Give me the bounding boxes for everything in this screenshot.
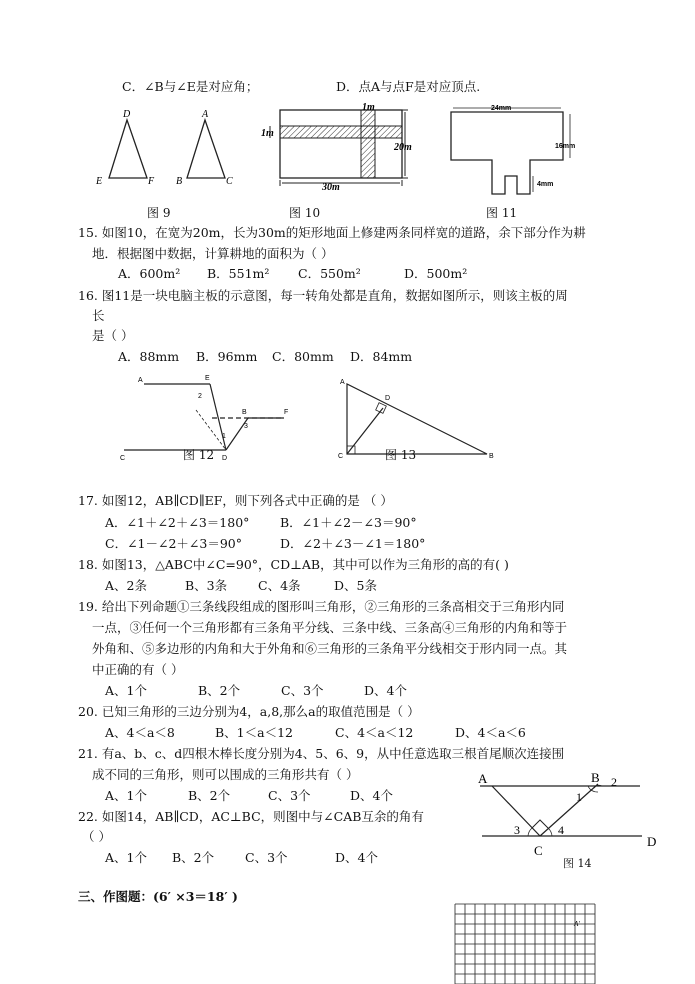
q16-line3: 是（ ） (92, 328, 134, 343)
q20-stem: 20. 已知三角形的三边分别为4，a,8,那么a的取值范围是（ ） (78, 704, 420, 719)
fig14-label: D (647, 834, 657, 849)
q20-option-a: A、4＜a＜8 (105, 725, 175, 740)
fig14-label: B (591, 770, 600, 785)
q21-line2: 成不同的三角形，则可以围成的三角形共有（ ） (92, 767, 359, 782)
fig10-road-top-label: 1m (362, 102, 375, 113)
q21-option-d: D、4个 (350, 788, 393, 803)
fig12-label: B (242, 409, 247, 416)
q15-option-a: A．600m² (118, 266, 181, 281)
q20-option-d: D、4＜a＜6 (455, 725, 526, 740)
grid-label: A' (574, 920, 580, 928)
fig11-notch-label: 4mm (537, 181, 554, 188)
fig14-label: C (534, 843, 543, 858)
q16-option-a: A．88mm (118, 349, 180, 364)
q15-option-d: D．500m² (404, 266, 468, 281)
fig12-label: C (120, 455, 126, 462)
fig13-label: A (340, 379, 345, 386)
figure-10-caption: 图 10 (289, 206, 321, 220)
q16-option-c: C．80mm (272, 349, 334, 364)
q19-option-b: B、2个 (198, 683, 241, 698)
q15-line2: 地．根据图中数据，计算耕地的面积为（ ） (92, 246, 334, 261)
fig12-label: 3 (244, 423, 248, 430)
q20-option-b: B、1＜a＜12 (215, 725, 293, 740)
figure-13-caption: 图 13 (385, 448, 417, 462)
fig11-top-label: 24mm (491, 105, 512, 112)
q18-stem: 18. 如图13，△ABC中∠C=90°，CD⊥AB，其中可以作为三角形的高的有( ) (78, 557, 509, 572)
fig9-label: E (96, 176, 103, 187)
q21-option-a: A、1个 (105, 788, 147, 803)
q21-option-b: B、2个 (188, 788, 231, 803)
q18-option-a: A、2条 (105, 578, 147, 593)
q19-option-a: A、1个 (105, 683, 147, 698)
fig9-label: C (226, 176, 233, 187)
q18-option-c: C、4条 (258, 578, 301, 593)
q17-stem: 17. 如图12，AB∥CD∥EF，则下列各式中正确的是 （ ） (78, 493, 393, 508)
fig13-label: D (385, 395, 391, 402)
figure-9-caption: 图 9 (147, 206, 171, 220)
q17-option-c: C．∠1－∠2＋∠3＝90° (105, 536, 242, 551)
fig14-label: A (478, 771, 488, 786)
fig12-label: D (222, 455, 228, 462)
figure-11 (445, 100, 595, 200)
q17-option-b: B．∠1＋∠2－∠3＝90° (280, 515, 417, 530)
q22-line2: （ ） (82, 829, 111, 844)
drawing-grid (455, 904, 597, 984)
fig9-label: D (123, 109, 131, 120)
fig12-label: 2 (198, 393, 202, 400)
figure-13 (335, 372, 505, 462)
figure-14-caption: 图 14 (563, 857, 592, 870)
q19-line4: 中正确的有（ ） (92, 662, 184, 677)
q21-option-c: C、3个 (268, 788, 311, 803)
q18-option-b: B、3条 (185, 578, 228, 593)
q16-option-d: D．84mm (350, 349, 413, 364)
q20-option-c: C、4＜a＜12 (335, 725, 414, 740)
figure-10 (258, 100, 428, 195)
q22-option-c: C、3个 (245, 850, 288, 865)
q22-option-a: A、1个 (105, 850, 147, 865)
fig10-height-label: 20m (394, 142, 412, 153)
fig9-label: B (176, 176, 183, 187)
q22-line1: 22. 如图14，AB∥CD，AC⊥BC，则图中与∠CAB互余的角有 (78, 809, 424, 824)
q17-option-d: D．∠2＋∠3－∠1＝180° (280, 536, 426, 551)
fig12-label: F (284, 409, 289, 416)
option-d-top: D．点A与点F是对应顶点. (336, 79, 481, 94)
fig14-label: 1 (576, 790, 582, 804)
q16-line2: 长 (92, 308, 105, 323)
q22-option-b: B、2个 (172, 850, 215, 865)
q15-option-b: B．551m² (207, 266, 270, 281)
fig12-label: 1 (222, 433, 226, 440)
figure-12-caption: 图 12 (183, 448, 215, 462)
q21-line1: 21. 有a、b、c、d四根木棒长度分别为4、5、6、9，从中任意选取三根首尾顺次连接围 (78, 746, 565, 761)
q16-line1: 16. 图11是一块电脑主板的示意图，每一转角处都是直角，数据如图所示，则该主板的周 (78, 288, 568, 303)
fig11-side-label: 16mm (555, 143, 576, 150)
q19-line1: 19. 给出下列命题①三条线段组成的图形叫三角形，②三角形的三条高相交于三角形内同 (78, 599, 565, 614)
q15-option-c: C．550m² (298, 266, 361, 281)
fig12-label: E (205, 375, 210, 382)
fig12-label: A (138, 377, 143, 384)
q19-line2: 一点，③任何一个三角形都有三条角平分线、三条中线、三条高④三角形的内角和等于 (92, 620, 568, 635)
q18-option-d: D、5条 (334, 578, 377, 593)
option-c-top: C．∠B与∠E是对应角； (122, 79, 259, 94)
q22-option-d: D、4个 (335, 850, 378, 865)
fig13-label: B (489, 453, 494, 460)
fig14-label: 3 (514, 823, 520, 837)
fig13-label: C (338, 453, 344, 460)
q19-option-c: C、3个 (281, 683, 324, 698)
q19-line3: 外角和、⑤多边形的内角和大于外角和⑥三角形的三条角平分线相交于形内同一点。其 (92, 641, 568, 656)
fig9-label: F (148, 176, 155, 187)
fig10-road-left-label: 1m (261, 128, 274, 139)
q17-option-a: A．∠1＋∠2＋∠3＝180° (105, 515, 250, 530)
fig14-label: 2 (611, 775, 617, 789)
figure-9 (92, 108, 242, 188)
q15-line1: 15. 如图10，在宽为20m，长为30m的矩形地面上修建两条同样宽的道路，余下部分作为耕 (78, 225, 586, 240)
q19-option-d: D、4个 (364, 683, 407, 698)
q16-option-b: B．96mm (196, 349, 258, 364)
section3-heading: 三、作图题：(6′ ×3＝18′ ) (78, 889, 238, 904)
fig14-label: 4 (558, 823, 564, 837)
fig10-width-label: 30m (322, 182, 340, 193)
fig9-label: A (202, 109, 209, 120)
figure-11-caption: 图 11 (486, 206, 518, 220)
